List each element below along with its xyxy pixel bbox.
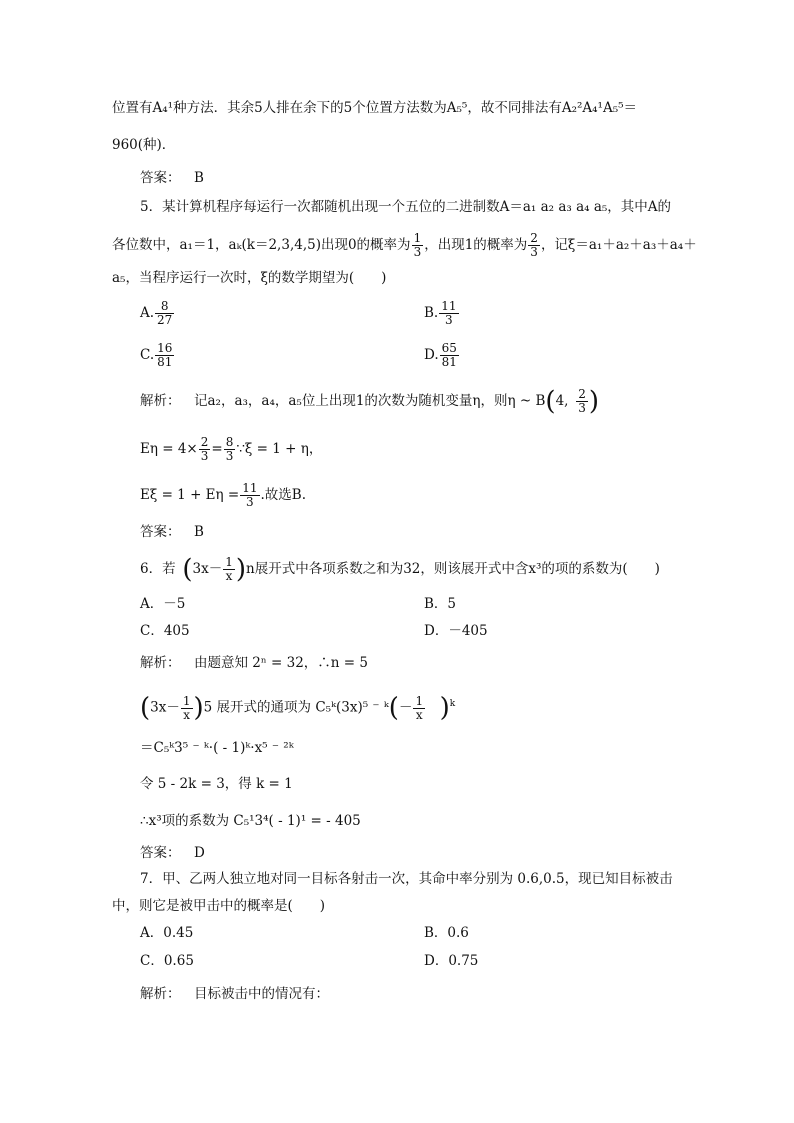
q6-solution-2: (3x－ $\frac{1}{x}$ )5 展开式的通项为 C₅ᵏ(3x)⁵ ⁻ ᵏ(－ $\frac{1}{x}$ )$^k$ xyxy=(140,693,456,723)
q7-stem-1: 7．甲、乙两人独立地对同一目标各射击一次，其命中率分别为 0.6,0.5，现已知目标被击 xyxy=(140,871,673,887)
q5-option-d: D. $\frac{65}{81}$ xyxy=(424,341,457,369)
fraction: $\frac{1}{3}$ xyxy=(413,231,422,259)
q6-answer: 答案： D xyxy=(140,845,205,861)
q5-option-b: B. $\frac{11}{3}$ xyxy=(424,299,457,327)
q7-option-a: A．0.45 xyxy=(140,925,194,941)
q5-solution-1: 解析： 记a₂，a₃，a₄，a₅位上出现1的次数为随机变量η，则η ~ B(4, $\frac{2}{3}$ ) xyxy=(140,386,600,417)
q6-option-b: B．5 xyxy=(424,596,457,612)
q7-option-d: D．0.75 xyxy=(424,953,479,969)
q6-stem: 6．若 (3x－ $\frac{1}{x}$ )n展开式中各项系数之和为32，则该展开式中含x³的项的系数为( ) xyxy=(140,554,660,585)
answer-label: 答案： xyxy=(140,170,181,186)
q5-option-c: C. $\frac{16}{81}$ xyxy=(140,341,173,369)
q5-solution-3: Eξ = 1 + Eη = $\frac{11}{3}$ .故选B. xyxy=(140,481,307,509)
q6-solution-5: ∴x³项的系数为 C₅¹3⁴( - 1)¹ = - 405 xyxy=(140,813,361,829)
prev-line-1: 位置有A₄¹种方法．其余5人排在余下的5个位置方法数为A₅⁵，故不同排法有A₂²A₄¹A₅⁵＝ xyxy=(112,100,638,116)
q6-option-d: D．－405 xyxy=(424,623,488,639)
q6-solution-1: 解析： 由题意知 2ⁿ = 32，∴n = 5 xyxy=(140,655,368,671)
prev-answer xyxy=(140,168,204,188)
q7-stem-2: 中，则它是被甲击中的概率是( ) xyxy=(112,898,326,914)
q5-stem-1: 5．某计算机程序每运行一次都随机出现一个五位的二进制数A＝a₁ a₂ a₃ a₄ a₅，其中A的 xyxy=(140,199,672,215)
prev-line-2: 960(种)． xyxy=(112,137,176,153)
q5-option-a: A. $\frac{8}{27}$ xyxy=(140,299,173,327)
q6-option-a: A．－5 xyxy=(140,596,186,612)
q7-option-c: C．0.65 xyxy=(140,953,194,969)
q6-option-c: C．405 xyxy=(140,623,190,639)
q7-option-b: B．0.6 xyxy=(424,925,469,941)
q5-stem-2: 各位数中，a₁＝1，aₖ(k＝2,3,4,5)出现0的概率为 $\frac{1}{3}$ ，出现1的概率为 $\frac{2}{3}$ ，记ξ＝a₁＋a₂＋a₃＋a₄＋ xyxy=(112,231,697,259)
q5-answer: 答案： B xyxy=(140,524,204,540)
answer-value: B xyxy=(194,170,204,186)
q5-stem-3: a₅，当程序运行一次时，ξ的数学期望为( ) xyxy=(112,270,387,286)
q5-solution-2: Eη = 4× $\frac{2}{3}$ = $\frac{8}{3}$ ∵ξ = 1 + η， xyxy=(140,435,323,463)
q6-solution-3: ＝C₅ᵏ3⁵ ⁻ ᵏ·( - 1)ᵏ·x⁵ ⁻ ²ᵏ xyxy=(140,740,294,756)
q6-solution-4: 令 5 - 2k = 3，得 k = 1 xyxy=(140,776,293,792)
fraction: $\frac{2}{3}$ xyxy=(530,231,538,259)
q7-solution-1: 解析： 目标被击中的情况有： xyxy=(140,986,329,1002)
